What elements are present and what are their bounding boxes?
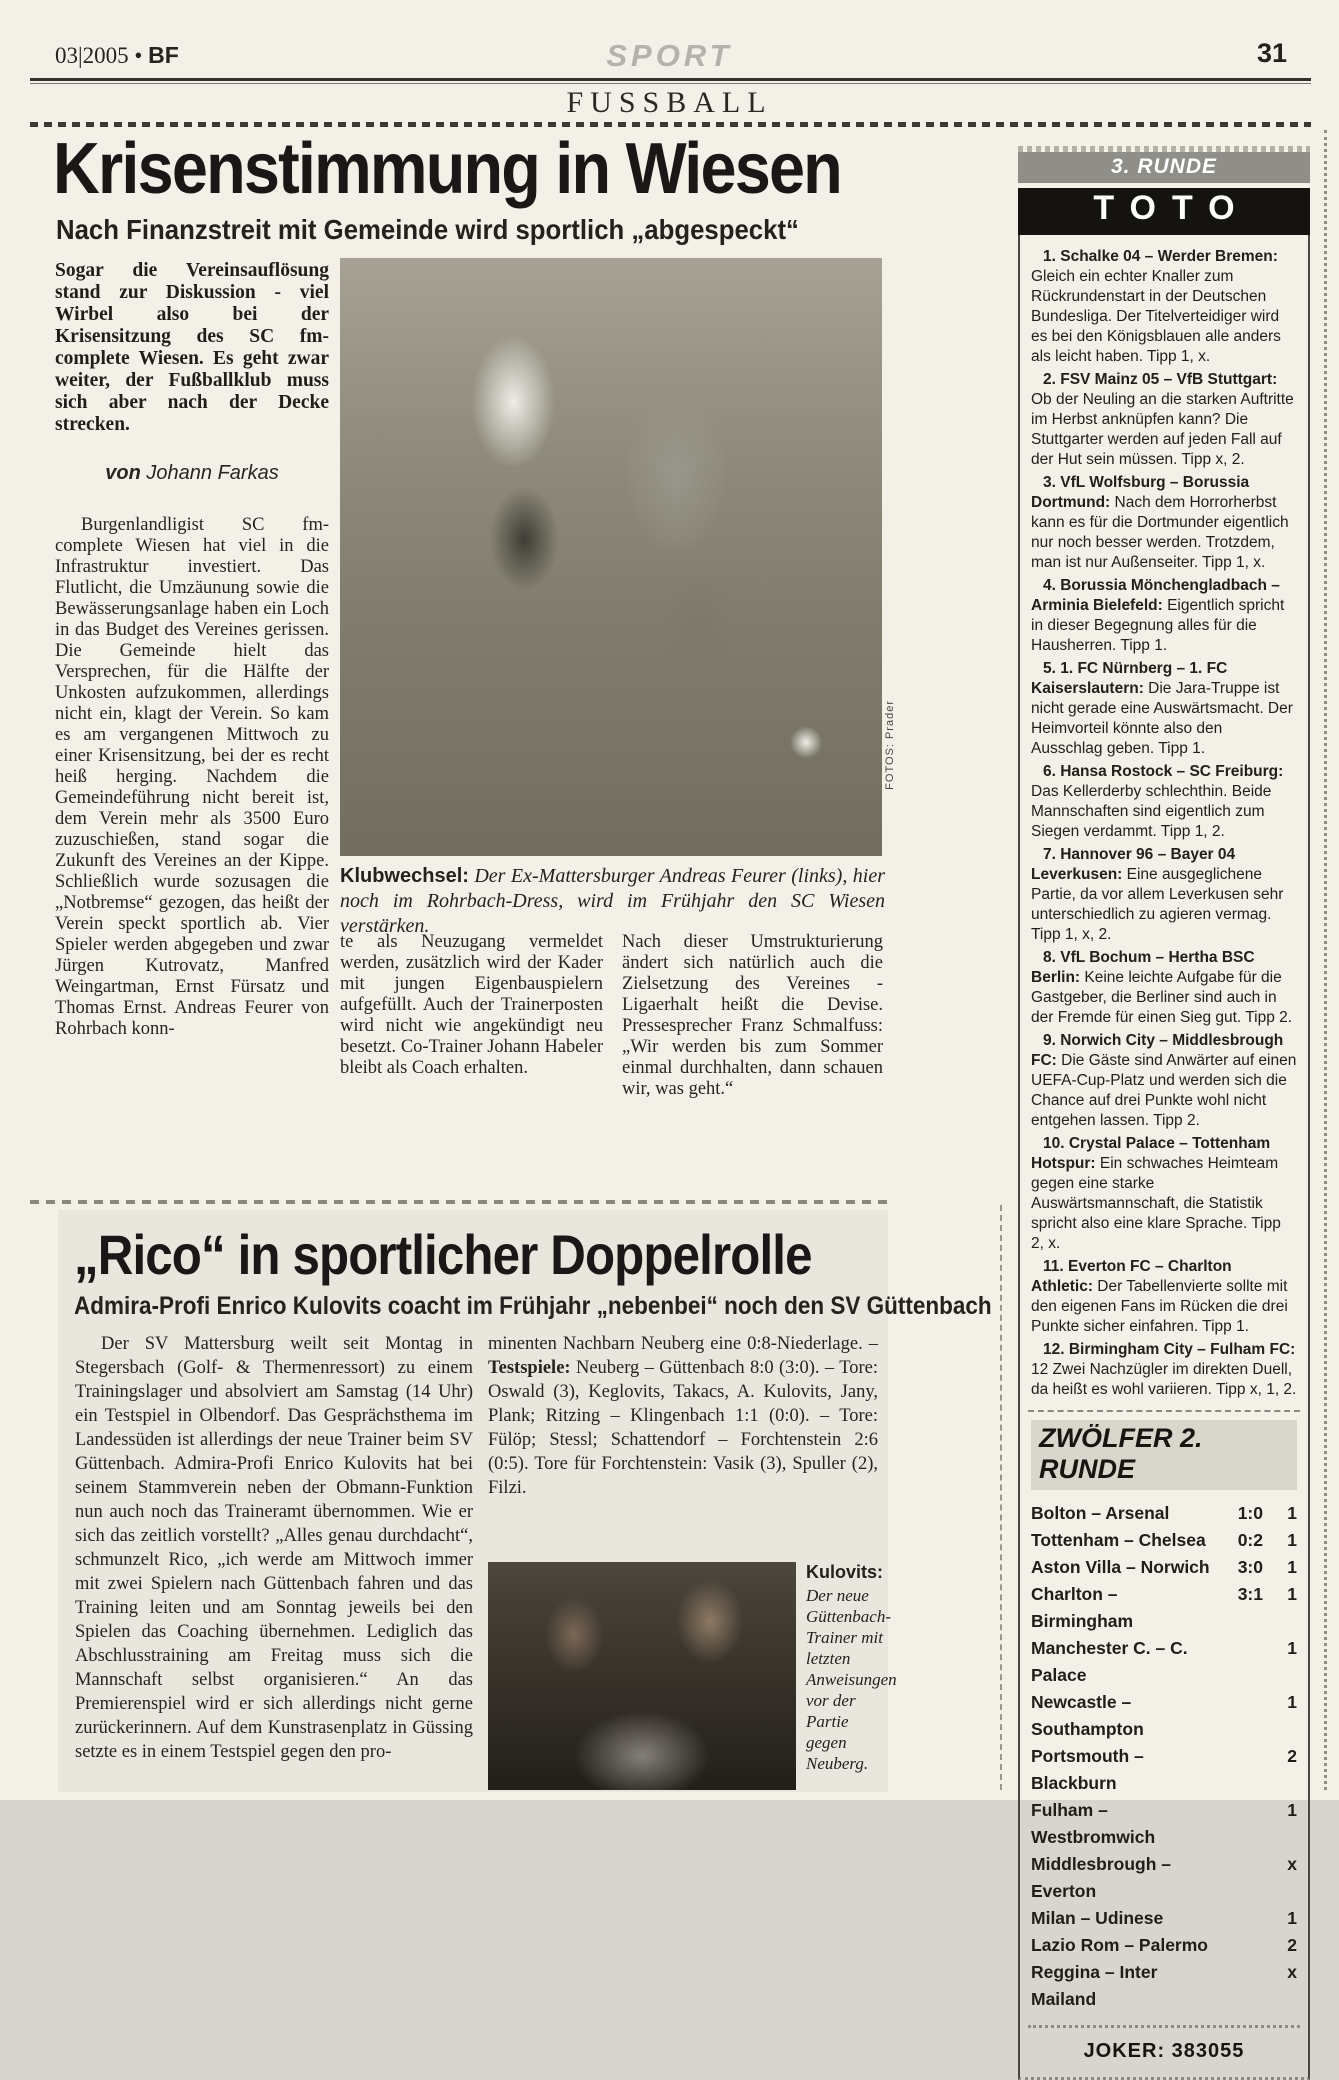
toto-item-match: 11. Everton FC – Charlton Athletic: bbox=[1031, 1258, 1232, 1295]
zwoelfer-tip: 1 bbox=[1287, 1908, 1297, 1928]
zwoelfer-match: Reggina – Inter Mailand bbox=[1031, 1962, 1158, 2009]
article-column-3 bbox=[622, 932, 883, 1100]
toto-item-match: 12. Birmingham City – Fulham FC: bbox=[1043, 1341, 1296, 1358]
intro-paragraph: Sogar die Vereinsauflösung stand zur Diskussion - viel Wirbel also bei der Krisensitzung des SC fm-complete Wiesen. Es geht zwar weiter, der Fußballklub muss sich aber nach der Decke strecken. bbox=[55, 260, 329, 435]
zwoelfer-score bbox=[1213, 1743, 1263, 1797]
toto-item bbox=[1031, 1031, 1297, 1131]
zwoelfer-tip: 2 bbox=[1287, 1746, 1297, 1766]
kulovits-caption-lead: Kulovits: bbox=[806, 1562, 884, 1582]
toto-item-text: Die Jara-Truppe ist nicht gerade eine Auswärtsmacht. Der Heimvorteil könnte also den Ausschlag geben. Tipp 1. bbox=[1031, 680, 1293, 757]
toto-box bbox=[1018, 235, 1310, 2080]
zwoelfer-table bbox=[1031, 1500, 1297, 2013]
byline-author: Johann Farkas bbox=[146, 462, 279, 484]
zwoelfer-match: Tottenham – Chelsea bbox=[1031, 1530, 1206, 1550]
zwoelfer-tip: 1 bbox=[1287, 1557, 1297, 1577]
zwoelfer-score: 1:0 bbox=[1237, 1503, 1263, 1523]
brand-label: BF bbox=[148, 42, 179, 68]
zwoelfer-score bbox=[1213, 1905, 1263, 1932]
body-text-col2: te als Neuzugang vermeldet werden, zusätzlich wird der Kader mit jungen Eigenbauspielern aufgefüllt. Auch der Trainerposten wird nicht wie angekündigt neu besetzt. Co-Trainer Johann Habeler bleibt als Coach erhalten. bbox=[340, 932, 603, 1078]
toto-list bbox=[1031, 247, 1297, 1400]
kulovits-caption bbox=[806, 1562, 897, 1774]
zwoelfer-score: 3:1 bbox=[1237, 1584, 1263, 1604]
zwoelfer-score bbox=[1213, 1689, 1263, 1743]
toto-item-match: 5. 1. FC Nürnberg – 1. FC Kaiserslautern: bbox=[1031, 660, 1228, 697]
zwoelfer-separator bbox=[1028, 1410, 1300, 1412]
zwoelfer-match: Lazio Rom – Palermo bbox=[1031, 1935, 1208, 1955]
toto-item-text: Gleich ein echter Knaller zum Rückrundenstart in der Deutschen Bundesliga. Der Titelverteidiger wird es bei den Königsblauen alle anders als leicht haben. Tipp 1, x. bbox=[1031, 268, 1281, 365]
kulovits-caption-text: Der neue Güttenbach-Trainer mit letzten Anweisungen vor der Partie gegen Neuberg. bbox=[806, 1586, 897, 1773]
zwoelfer-match: Newcastle – Southampton bbox=[1031, 1692, 1144, 1739]
toto-item bbox=[1031, 845, 1297, 945]
zwoelfer-row bbox=[1031, 1851, 1297, 1905]
second-headline: „Rico“ in sportlicher Doppelrolle bbox=[74, 1223, 812, 1286]
zwoelfer-tip: x bbox=[1287, 1962, 1297, 1982]
body-text-col1: Burgenlandligist SC fm-complete Wiesen hat viel in die Infrastruktur investiert. Das Flutlicht, die Umzäunung sowie die Bewässerungsanlage haben ein Loch in das Budget des Vereines gerissen. Die Gemeinde hielt das Versprechen, für die Hälfte der Unkosten aufzukommen, allerdings nicht ein, klagt der Verein. So kam es am vergangenen Mittwoch zu einer Krisensitzung, bei der es recht heiß herging. Nachdem die Gemeindeführung nicht bereit ist, dem Verein mehr als 3500 Euro zuzuschießen, stand sogar die Zukunft des Vereines an der Kippe. Schließlich wurde sozusagen die „Notbremse“ gezogen, das heißt der Verein speckt sportlich ab. Vier Spieler werden abgegeben und zwar Jürgen Kutrovatz, Manfred Weingartman, Ernst Fürsatz und Thomas Ernst. Andreas Feurer von Rohrbach konn- bbox=[55, 515, 329, 1039]
zwoelfer-row bbox=[1031, 1554, 1297, 1581]
zwoelfer-match: Aston Villa – Norwich bbox=[1031, 1557, 1210, 1577]
toto-item-text: Nach dem Horrorherbst kann es für die Dortmunder eigentlich nur noch besser werden. Trotzdem, man ist nur Außenseiter. Tipp 1, x. bbox=[1031, 494, 1289, 571]
toto-item-text: Ob der Neuling an die starken Auftritte im Herbst anknüpfen kann? Die Stuttgarter werden auf jeden Fall auf der Hut sein müssen. Tipp x, 2. bbox=[1031, 391, 1294, 468]
second-body-col1: Der SV Mattersburg weilt seit Montag in Stegersbach (Golf- & Thermenressort) zu einem Trainingslager und absolviert am Samstag (14 Uhr) ein Testspiel in Olbendorf. Das Gesprächsthema im Landessüden ist allerdings der neue Trainer beim SV Güttenbach. Admira-Profi Enrico Kulovits hat bei seinem Stammverein neben der Obmann-Funktion nun auch noch das Traineramt übernommen. Wie er sich das zeitlich vorstellt? „Alles genau durchdacht“, schmunzelt Rico, „ich werde am Mittwoch immer mit zwei Spielern nach Güttenbach fahren und das Training leiten und am Sonntag jeweils bei den Spielen das Coaching übernehmen. Lediglich das Abschlusstraining am Freitag muss sich die Mannschaft selbst organisieren.“ An das Premierenspiel wird er sich allerdings nicht gerne zurückerinnern. Auf dem Kunstrasenplatz in Güssing setzte es in einem Testspiel gegen den pro- bbox=[75, 1334, 473, 1762]
toto-item-match: 4. Borussia Mönchengladbach – Arminia Bielefeld: bbox=[1031, 577, 1280, 614]
zwoelfer-match: Fulham – Westbromwich bbox=[1031, 1800, 1156, 1847]
toto-item bbox=[1031, 1340, 1297, 1400]
toto-item-text: Ein schwaches Heimteam gegen eine starke Auswärtsmannschaft, die Statistik spricht also eine klare Sprache. Tipp 2, x. bbox=[1031, 1155, 1281, 1252]
zwoelfer-tip: 1 bbox=[1287, 1800, 1297, 1820]
zwoelfer-score bbox=[1213, 1959, 1263, 2013]
zwoelfer-match: Milan – Udinese bbox=[1031, 1908, 1164, 1928]
zwoelfer-match: Bolton – Arsenal bbox=[1031, 1503, 1170, 1523]
second-article-column-1 bbox=[75, 1332, 473, 1764]
testspiele-label: Testspiele: bbox=[488, 1358, 571, 1378]
toto-item-text: Keine leichte Aufgabe für die Gastgeber, die Berliner sind auch in der Fremde für einen Sieg gut. Tipp 2. bbox=[1031, 969, 1293, 1026]
toto-item bbox=[1031, 247, 1297, 367]
caption-text: Der Ex-Mattersburger Andreas Feurer (links), hier noch im Rohrbach-Dress, wird im Frühjahr den SC Wiesen verstärken. bbox=[340, 865, 885, 937]
photo-credit: FOTOS: Prader bbox=[884, 700, 896, 790]
toto-item bbox=[1031, 576, 1297, 656]
toto-sidebar bbox=[1018, 146, 1310, 2080]
issue-number: 03|2005 bbox=[55, 43, 129, 68]
toto-item bbox=[1031, 762, 1297, 842]
toto-item-text: Eigentlich spricht in dieser Begegnung alles für die Hausherren. Tipp 1. bbox=[1031, 597, 1285, 654]
toto-item bbox=[1031, 370, 1297, 470]
kulovits-photo bbox=[488, 1562, 796, 1790]
zwoelfer-match: Middlesbrough – Everton bbox=[1031, 1854, 1171, 1901]
zwoelfer-row bbox=[1031, 1905, 1297, 1932]
toto-item-match: 6. Hansa Rostock – SC Freiburg: bbox=[1043, 763, 1284, 780]
header-rule-thin bbox=[30, 83, 1311, 84]
zwoelfer-row bbox=[1031, 1959, 1297, 2013]
dotted-rule-right-edge bbox=[1324, 130, 1327, 1790]
issue-separator: • bbox=[134, 43, 143, 68]
toto-item-match: 1. Schalke 04 – Werder Bremen: bbox=[1043, 248, 1278, 265]
dashed-divider-vertical bbox=[1000, 1205, 1002, 1790]
zwoelfer-score bbox=[1213, 1635, 1263, 1689]
dotted-rule-top bbox=[30, 122, 1311, 127]
main-headline: Krisenstimmung in Wiesen bbox=[53, 129, 841, 209]
toto-item-match: 3. VfL Wolfsburg – Borussia Dortmund: bbox=[1031, 474, 1250, 511]
header-rule bbox=[30, 78, 1311, 81]
toto-item-match: 2. FSV Mainz 05 – VfB Stuttgart: bbox=[1043, 371, 1278, 388]
zwoelfer-row bbox=[1031, 1743, 1297, 1797]
toto-item-match: 7. Hannover 96 – Bayer 04 Leverkusen: bbox=[1031, 846, 1236, 883]
toto-item bbox=[1031, 1134, 1297, 1254]
toto-item bbox=[1031, 659, 1297, 759]
zwoelfer-tip: x bbox=[1287, 1854, 1297, 1874]
zwoelfer-score bbox=[1213, 1851, 1263, 1905]
category-label: FUSSBALL bbox=[566, 86, 773, 119]
zwoelfer-tip: 1 bbox=[1287, 1530, 1297, 1550]
second-article-column-2 bbox=[488, 1332, 878, 1500]
zwoelfer-tip: 1 bbox=[1287, 1584, 1297, 1604]
zwoelfer-row bbox=[1031, 1932, 1297, 1959]
second-subhead: Admira-Profi Enrico Kulovits coacht im Frühjahr „nebenbei“ noch den SV Güttenbach bbox=[74, 1292, 992, 1320]
zwoelfer-tip: 2 bbox=[1287, 1935, 1297, 1955]
section-label: SPORT bbox=[606, 38, 733, 73]
zwoelfer-tip: 1 bbox=[1287, 1638, 1297, 1658]
toto-item-text: Der Tabellenvierte sollte mit den eigenen Fans im Rücken die drei Punkte sicher einfahren. Tipp 1. bbox=[1031, 1278, 1288, 1335]
toto-item-text: Die Gäste sind Anwärter auf einen UEFA-Cup-Platz und werden sich die Chance auf drei Punkte wohl nicht entgehen lassen. Tipp 2. bbox=[1031, 1052, 1297, 1129]
main-photo bbox=[340, 258, 882, 856]
zwoelfer-heading: ZWÖLFER 2. RUNDE bbox=[1031, 1420, 1297, 1490]
joker-label: JOKER: 383055 bbox=[1083, 2040, 1245, 2062]
toto-item bbox=[1031, 1257, 1297, 1337]
zwoelfer-match: Manchester C. – C. Palace bbox=[1031, 1638, 1188, 1685]
article-column-2 bbox=[340, 932, 603, 1079]
zwoelfer-score bbox=[1213, 1797, 1263, 1851]
toto-item-text: Eine ausgeglichene Partie, da vor allem Leverkusen sehr unterschiedlich zu agieren vermag. Tipp 1, x, 2. bbox=[1031, 866, 1284, 943]
zwoelfer-match: Charlton – Birmingham bbox=[1031, 1584, 1134, 1631]
byline bbox=[55, 462, 329, 485]
toto-item bbox=[1031, 473, 1297, 573]
article-column-1 bbox=[55, 260, 329, 1040]
zwoelfer-row bbox=[1031, 1500, 1297, 1527]
zwoelfer-tip: 1 bbox=[1287, 1503, 1297, 1523]
toto-item-text: 12 Zwei Nachzügler im direkten Duell, da heißt es wohl variieren. Tipp x, 1, 2. bbox=[1031, 1361, 1297, 1398]
second-body-col2: minenten Nachbarn Neuberg eine 0:8-Niederlage. – Testspiele: Neuberg – Güttenbach 8:0 (3:0). – Tore: Oswald (3), Keglovits, Takacs, A. Kulovits, Jany, Plank; Ritzing – Klingenbach 1:1 (0:0). – Tore: Fülöp; Stessl; Schattendorf – Forchtenstein 2:6 (0:5). Tore für Forchtenstein: Vasik (3), Spuller (2), Filzi. bbox=[488, 1334, 878, 1498]
dashed-separator bbox=[30, 1200, 892, 1204]
zwoelfer-score: 0:2 bbox=[1237, 1530, 1263, 1550]
zwoelfer-row bbox=[1031, 1689, 1297, 1743]
main-subhead: Nach Finanzstreit mit Gemeinde wird sportlich „abgespeckt“ bbox=[56, 214, 799, 245]
zwoelfer-row bbox=[1031, 1581, 1297, 1635]
toto-item-match: 10. Crystal Palace – Tottenham Hotspur: bbox=[1031, 1135, 1271, 1172]
toto-item-text: Das Kellerderby schlechthin. Beide Mannschaften sind eigentlich zum Siegen verdammt. Tipp 1, 2. bbox=[1031, 783, 1272, 840]
toto-item-match: 9. Norwich City – Middlesbrough FC: bbox=[1031, 1032, 1284, 1069]
byline-prefix: von bbox=[105, 462, 141, 484]
zwoelfer-match: Portsmouth – Blackburn bbox=[1031, 1746, 1144, 1793]
toto-item-match: 8. VfL Bochum – Hertha BSC Berlin: bbox=[1031, 949, 1255, 986]
main-photo-caption bbox=[340, 864, 885, 939]
zwoelfer-row bbox=[1031, 1797, 1297, 1851]
caption-lead: Klubwechsel: bbox=[340, 865, 469, 887]
body-text-col3: Nach dieser Umstrukturierung ändert sich natürlich auch die Zielsetzung des Vereines - Ligaerhalt heißt die Devise. Pressesprecher Franz Schmalfuss: „Wir werden bis zum Sommer einmal durchhalten, dann schauen wir, was geht.“ bbox=[622, 932, 883, 1099]
round-banner: 3. RUNDE bbox=[1018, 152, 1310, 183]
zwoelfer-score bbox=[1213, 1932, 1263, 1959]
toto-item bbox=[1031, 948, 1297, 1028]
page-number: 31 bbox=[1256, 38, 1287, 68]
zwoelfer-score: 3:0 bbox=[1237, 1557, 1263, 1577]
zwoelfer-row bbox=[1031, 1635, 1297, 1689]
zwoelfer-row bbox=[1031, 1527, 1297, 1554]
zwoelfer-tip: 1 bbox=[1287, 1692, 1297, 1712]
toto-banner: TOTO bbox=[1018, 188, 1310, 235]
